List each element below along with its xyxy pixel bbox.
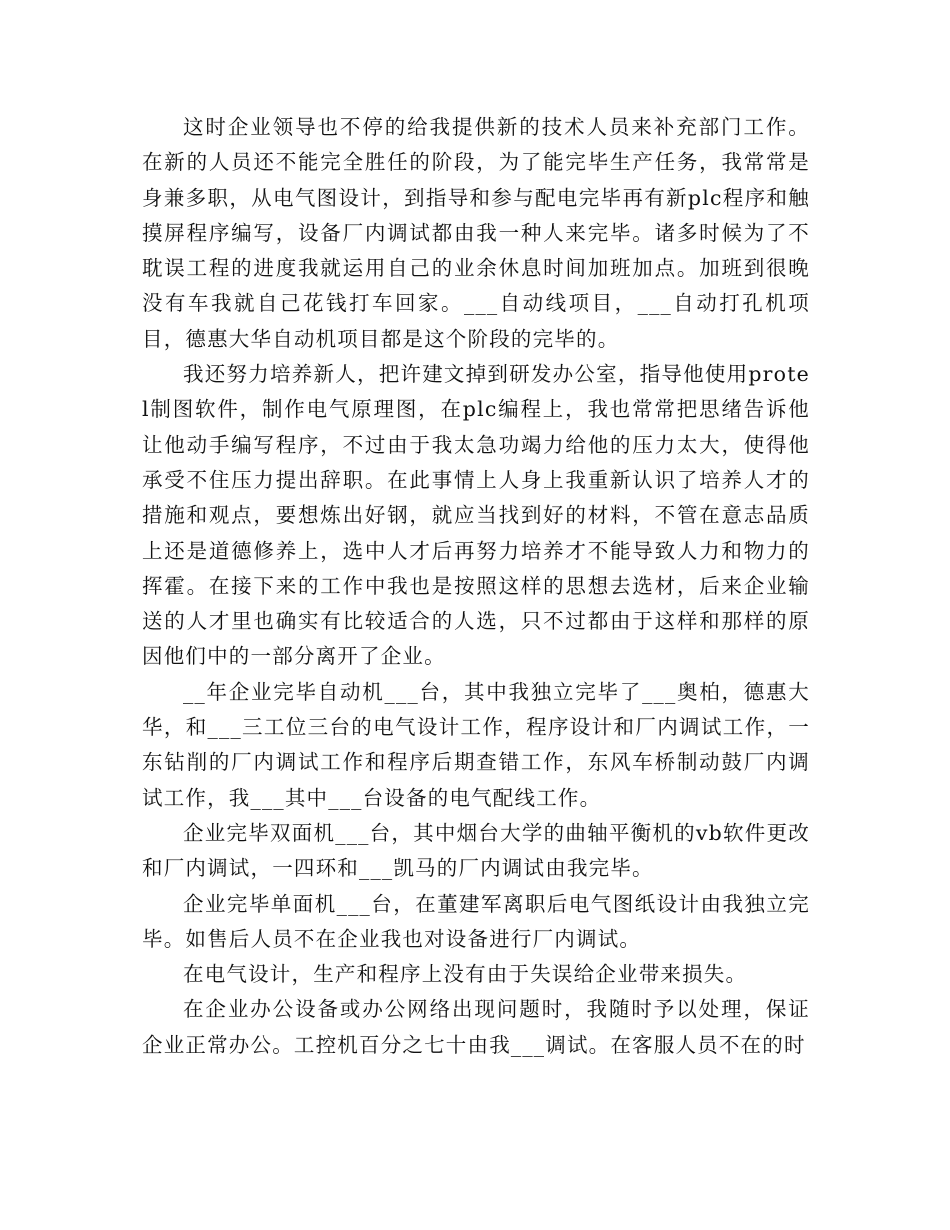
paragraph-3: __年企业完毕自动机___台，其中我独立完毕了___奥柏，德惠大华，和___三工位三台的电气设计工作，程序设计和厂内调试工作，一东钻削的厂内调试工作和程序后期查错工作，东风车桥制动鼓厂内调试工作，我___其中___台设备的电气配线工作。 (142, 679, 810, 810)
paragraph-6: 在电气设计，生产和程序上没有由于失误给企业带来损失。 (183, 962, 748, 987)
document-body (142, 110, 810, 1063)
paragraph-5: 企业完毕单面机___台，在董建军离职后电气图纸设计由我独立完毕。如售后人员不在企业我也对设备进行厂内调试。 (142, 891, 810, 951)
paragraph-1: 这时企业领导也不停的给我提供新的技术人员来补充部门工作。在新的人员还不能完全胜任的阶段，为了能完毕生产任务，我常常是身兼多职，从电气图设计，到指导和参与配电完毕再有新plc程序和触摸屏程序编写，设备厂内调试都由我一种人来完毕。诸多时候为了不耽误工程的进度我就运用自己的业余休息时间加班加点。加班到很晚没有车我就自己花钱打车回家。___自动线项目，___自动打孔机项目，德惠大华自动机项目都是这个阶段的完毕的。 (142, 115, 810, 351)
paragraph-7: 在企业办公设备或办公网络出现问题时，我随时予以处理，保证企业正常办公。工控机百分之七十由我___调试。在客服人员不在的时 (142, 997, 810, 1057)
paragraph-2: 我还努力培养新人，把许建文掉到研发办公室，指导他使用protel制图软件，制作电气原理图，在plc编程上，我也常常把思绪告诉他让他动手编写程序，不过由于我太急功竭力给他的压力太大，使得他承受不住压力提出辞职。在此事情上人身上我重新认识了培养人才的措施和观点，要想炼出好钢，就应当找到好的材料，不管在意志品质上还是道德修养上，选中人才后再努力培养才不能导致人力和物力的挥霍。在接下来的工作中我也是按照这样的思想去选材，后来企业输送的人才里也确实有比较适合的人选，只不过都由于这样和那样的原因他们中的一部分离开了企业。 (142, 362, 810, 669)
paragraph-4: 企业完毕双面机___台，其中烟台大学的曲轴平衡机的vb软件更改和厂内调试，一四环和___凯马的厂内调试由我完毕。 (142, 820, 810, 881)
